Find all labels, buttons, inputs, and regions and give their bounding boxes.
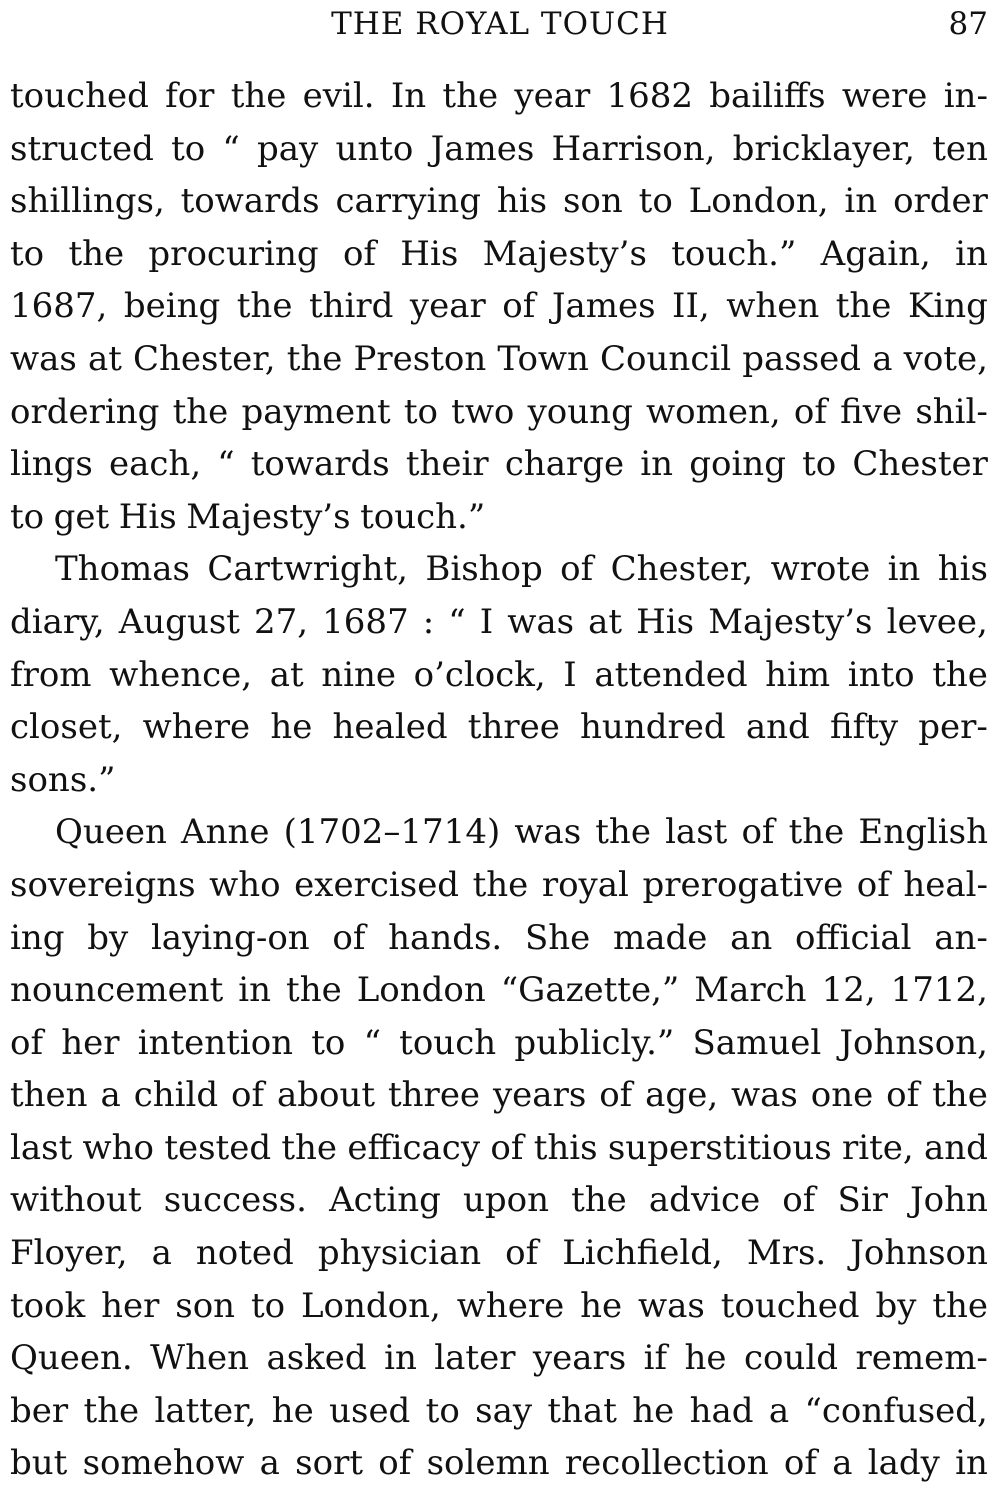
text-line: shillings, towards carrying his son to London, in order — [10, 181, 988, 222]
text-line: then a child of about three years of age, was one of the — [10, 1075, 988, 1116]
text-line: ing by laying-on of hands. She made an official an- — [10, 917, 988, 958]
text-line: sons.” — [10, 759, 116, 800]
text-line: without success. Acting upon the advice of Sir John — [10, 1180, 988, 1221]
text-line: of her intention to “ touch publicly.” Samuel Johnson, — [10, 1022, 988, 1063]
page-number: 87 — [948, 6, 988, 42]
text-line: sovereigns who exercised the royal prerogative of heal- — [10, 864, 988, 905]
text-line: to get His Majesty’s touch.” — [10, 496, 486, 537]
running-title: THE ROYAL TOUCH — [331, 6, 669, 42]
text-line: touched for the evil. In the year 1682 bailiffs were in- — [10, 76, 988, 116]
text-line: but somehow a sort of solemn recollection of a lady in — [10, 1443, 988, 1484]
text-line: to the procuring of His Majesty’s touch.” Again, in — [10, 233, 988, 274]
text-line: last who tested the efficacy of this superstitious rite, and — [10, 1127, 988, 1168]
text-line: was at Chester, the Preston Town Council passed a vote, — [10, 338, 988, 379]
body-text — [10, 70, 988, 1490]
text-line: structed to “ pay unto James Harrison, bricklayer, ten — [10, 128, 988, 169]
text-line: took her son to London, where he was touched by the — [10, 1285, 988, 1326]
text-line: Queen. When asked in later years if he could remem- — [10, 1338, 988, 1379]
text-line: closet, where he healed three hundred and fifty per- — [10, 707, 988, 748]
text-line: diary, August 27, 1687 : “ I was at His Majesty’s levee, — [10, 601, 988, 642]
text-line: lings each, “ towards their charge in going to Chester — [10, 444, 988, 485]
running-header — [0, 2, 1000, 46]
text-line: ordering the payment to two young women, of five shil- — [10, 391, 988, 432]
text-line: Floyer, a noted physician of Lichfield, Mrs. Johnson — [10, 1233, 988, 1274]
text-line: ber the latter, he used to say that he had a “confused, — [10, 1390, 988, 1431]
text-line: Thomas Cartwright, Bishop of Chester, wrote in his — [55, 549, 988, 590]
text-line: Queen Anne (1702–1714) was the last of the English — [55, 812, 988, 853]
text-line: nouncement in the London “Gazette,” March 12, 1712, — [10, 970, 988, 1011]
text-line: from whence, at nine o’clock, I attended him into the — [10, 654, 988, 695]
text-line: 1687, being the third year of James II, when the King — [10, 286, 988, 327]
